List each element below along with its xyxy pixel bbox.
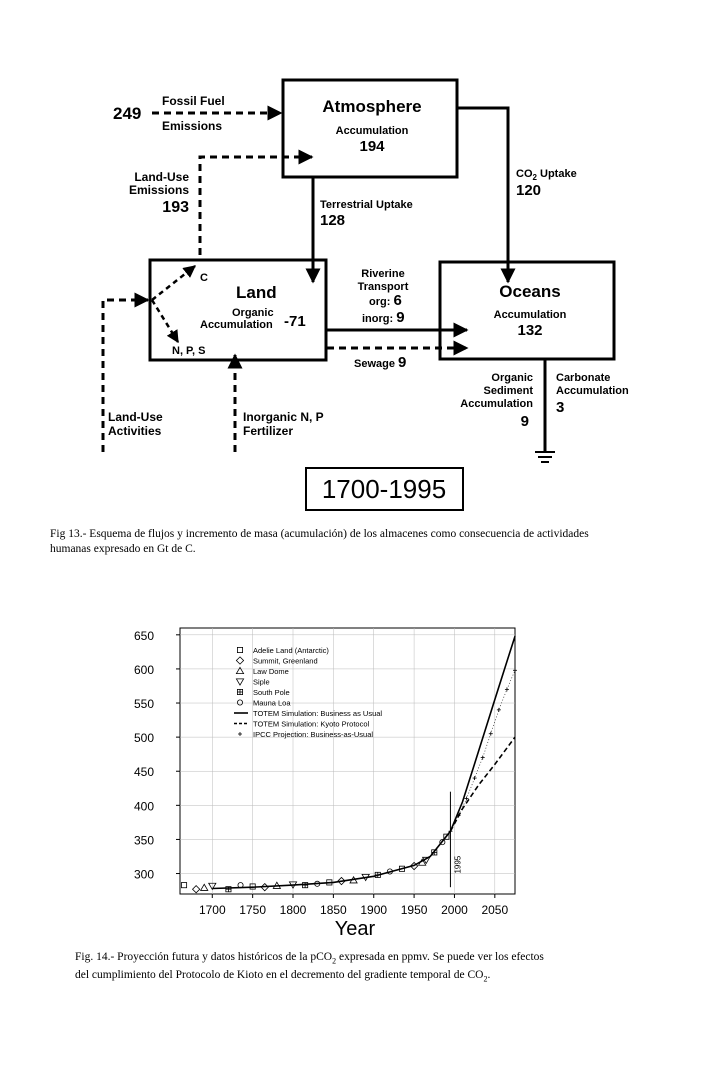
organic-sediment-label-2: Sediment <box>483 385 533 397</box>
x-tick-label: 1850 <box>320 903 347 917</box>
legend-item <box>236 678 269 687</box>
marker-diamond <box>193 886 200 893</box>
marker-crossed-square <box>303 883 308 888</box>
marker-square <box>181 883 186 888</box>
co2-uptake-label: $CO_2$ Uptake <box>516 168 577 182</box>
land-to-c-arrow <box>152 266 195 300</box>
ground-symbol <box>535 452 555 462</box>
landuse-emissions-value: 193 <box>162 199 189 216</box>
y-tick-label: 350 <box>133 833 154 848</box>
legend-label: Siple <box>253 677 270 687</box>
marker-plus <box>473 776 477 780</box>
co2-uptake-value: 120 <box>516 182 542 199</box>
y-tick-label: 400 <box>133 799 154 814</box>
oceans-title: Oceans <box>499 282 561 301</box>
atmosphere-accum-label: Accumulation <box>335 125 409 137</box>
figure13-caption-line-2: humanas expresado en Gt de C. <box>50 543 196 555</box>
legend-item <box>237 688 289 697</box>
land-nps-label: N, P, S <box>172 345 206 357</box>
riverine-label-2: Transport <box>357 281 409 293</box>
x-tick-label: 1800 <box>279 903 307 917</box>
marker-triangle-up <box>201 884 208 890</box>
chart-xlabel: Year <box>334 918 376 940</box>
land-title: Land <box>236 283 277 302</box>
carbonate-value: 3 <box>556 399 565 416</box>
organic-sediment-value: 9 <box>520 413 529 430</box>
legend-item <box>237 646 329 655</box>
marker-plus <box>481 756 485 760</box>
marker-plus <box>497 708 501 712</box>
legend-label: TOTEM Simulation: Business as Usual <box>253 709 383 718</box>
land-c-label: C <box>200 272 208 284</box>
oceans-accum-label: Accumulation <box>493 309 567 321</box>
legend-item <box>234 720 369 729</box>
y-tick-label: 650 <box>133 628 154 643</box>
fertilizer-label-2: Fertilizer <box>243 424 294 438</box>
carbonate-label-1: Carbonate <box>556 372 611 384</box>
atmosphere-accum-value: 194 <box>359 138 385 155</box>
landuse-emissions-arrow <box>200 157 312 255</box>
marker-plus <box>238 732 242 736</box>
carbon-flux-diagram <box>0 0 720 520</box>
sewage-label: Sewage 9 <box>354 354 407 371</box>
annotation-1995-label: 1995 <box>453 855 463 874</box>
legend-label: South Pole <box>253 688 290 697</box>
landuse-emissions-label-1: Land-Use <box>134 170 189 184</box>
legend-item <box>236 667 288 676</box>
riverine-inorg: inorg: 9 <box>362 309 405 326</box>
terrestrial-uptake-label: Terrestrial Uptake <box>320 199 413 211</box>
co2-uptake-arrow <box>457 108 508 282</box>
landuse-activities-label-1: Land-Use <box>108 410 163 424</box>
figure14-caption <box>75 950 695 987</box>
landuse-emissions-label-2: Emissions <box>128 183 189 197</box>
y-tick-label: 450 <box>133 765 154 780</box>
riverine-label-1: Riverine <box>361 268 405 280</box>
legend-item <box>234 709 382 718</box>
y-tick-label: 550 <box>133 697 154 712</box>
organic-sediment-label-1: Organic <box>491 372 533 384</box>
marker-plus <box>505 687 509 691</box>
legend-label: Summit, Greenland <box>253 656 318 666</box>
landuse-activities-label-2: Activities <box>108 424 162 438</box>
co2-projection-chart <box>120 600 530 940</box>
x-tick-label: 1700 <box>198 903 226 917</box>
x-tick-label: 1900 <box>360 903 388 917</box>
marker-square <box>237 647 242 652</box>
y-tick-label: 300 <box>133 867 154 882</box>
fossil-fuel-value: 249 <box>113 104 142 123</box>
figure14-caption-line-1: Fig. 14.- Proyección futura y datos históricos de la pCO$_2$ expresada en ppmv. Se puede ver los efectos <box>75 951 544 966</box>
legend-item <box>236 657 317 666</box>
figure13-caption-line-1: Fig 13.- Esquema de flujos y incremento de masa (acumulación) de los almacenes como consecuencia de actividades <box>50 528 589 540</box>
series-kyoto-line <box>450 737 515 831</box>
x-tick-label: 1950 <box>400 903 428 917</box>
marker-circle <box>237 700 242 705</box>
marker-triangle-down <box>236 679 243 685</box>
y-tick-label: 500 <box>133 731 154 746</box>
oceans-accum-value: 132 <box>517 322 543 339</box>
fertilizer-label-1: Inorganic N, P <box>243 410 324 424</box>
legend-label: Adelie Land (Antarctic) <box>253 646 329 655</box>
marker-crossed-square <box>375 872 380 877</box>
figure13-caption <box>50 527 700 557</box>
chart-plot-frame <box>180 628 515 894</box>
period-label: 1700-1995 <box>321 474 447 504</box>
x-tick-label: 2000 <box>441 903 468 917</box>
legend-label: Law Dome <box>253 667 289 676</box>
x-tick-label: 1750 <box>239 903 267 917</box>
carbonate-label-2: Accumulation <box>556 385 629 397</box>
riverine-org: org: 6 <box>369 292 402 309</box>
legend-label: TOTEM Simulation: Kyoto Protocol <box>253 719 370 729</box>
legend-label: Mauna Loa <box>253 698 291 708</box>
legend-item <box>238 730 373 739</box>
atmosphere-title: Atmosphere <box>322 97 422 116</box>
land-organic-value: -71 <box>284 313 306 330</box>
y-tick-label: 600 <box>133 662 154 677</box>
marker-crossed-square <box>237 689 242 694</box>
figure14-caption-line-2: del cumplimiento del Protocolo de Kioto en el decremento del gradiente temporal de $CO_2$. <box>75 969 491 984</box>
marker-diamond <box>236 657 243 664</box>
land-to-nps-arrow <box>152 300 178 342</box>
x-tick-label: 2050 <box>481 903 509 917</box>
marker-triangle-up <box>236 667 243 673</box>
terrestrial-uptake-value: 128 <box>320 212 346 229</box>
fossil-fuel-label-1: Fossil Fuel <box>162 94 225 108</box>
organic-sediment-label-3: Accumulation <box>460 398 533 410</box>
land-organic-label-1: Organic <box>232 307 274 319</box>
marker-plus <box>489 732 493 736</box>
land-organic-label-2: Accumulation <box>200 319 273 331</box>
fossil-fuel-label-2: Emissions <box>162 119 223 133</box>
legend-label: IPCC Projection: Business-as-Usual <box>253 730 374 739</box>
